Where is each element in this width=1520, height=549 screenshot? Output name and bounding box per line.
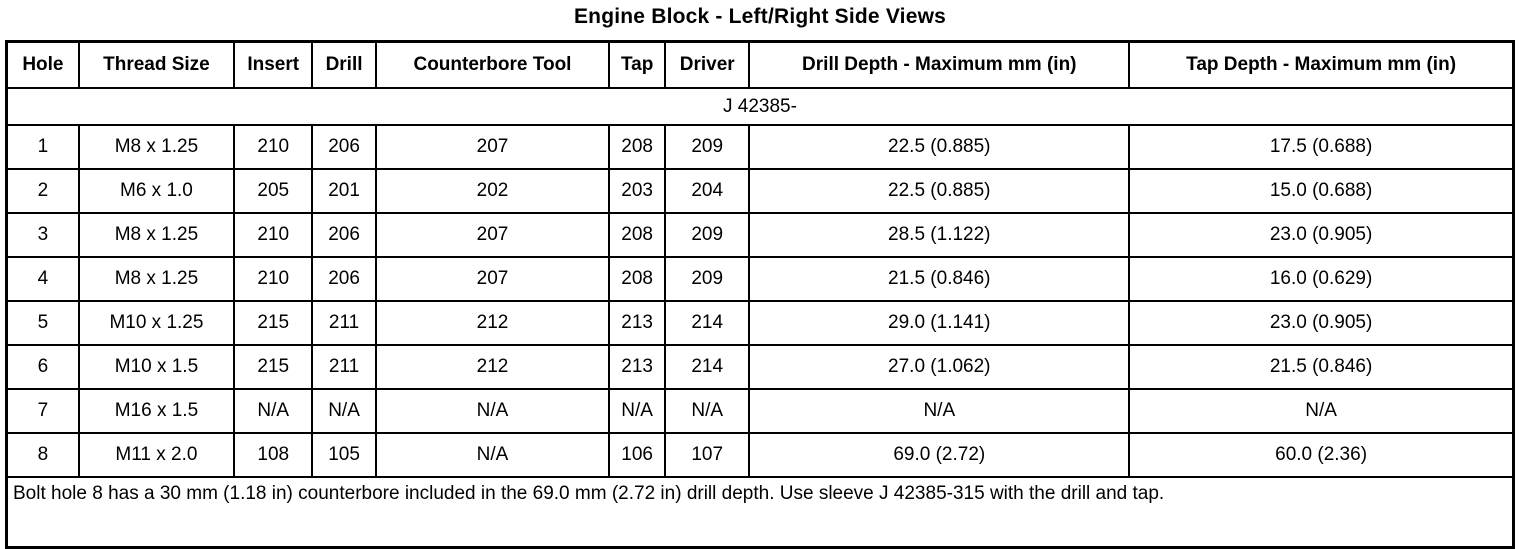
cell-tap: 213	[609, 345, 665, 389]
cell-insert: 210	[234, 213, 312, 257]
cell-counterbore-tool: 202	[376, 169, 610, 213]
cell-drill: 105	[312, 433, 375, 477]
cell-tap-depth: 23.0 (0.905)	[1129, 301, 1513, 345]
cell-drill-depth: 22.5 (0.885)	[749, 125, 1129, 169]
cell-insert: 210	[234, 257, 312, 301]
cell-hole: 5	[7, 301, 79, 345]
cell-tap-depth: 16.0 (0.629)	[1129, 257, 1513, 301]
cell-driver: 209	[665, 213, 749, 257]
cell-drill-depth: 27.0 (1.062)	[749, 345, 1129, 389]
column-header-tap-depth: Tap Depth - Maximum mm (in)	[1129, 42, 1513, 89]
cell-thread-size: M6 x 1.0	[79, 169, 234, 213]
table-title: Engine Block - Left/Right Side Views	[573, 5, 947, 28]
cell-counterbore-tool: N/A	[376, 433, 610, 477]
cell-tap-depth: 15.0 (0.688)	[1129, 169, 1513, 213]
table-row	[7, 213, 1514, 257]
cell-counterbore-tool: N/A	[376, 389, 610, 433]
cell-tap: 208	[609, 125, 665, 169]
tool-group-row	[7, 88, 1514, 125]
table-row	[7, 301, 1514, 345]
cell-driver: 214	[665, 301, 749, 345]
column-header-insert: Insert	[234, 42, 312, 89]
cell-hole: 2	[7, 169, 79, 213]
cell-tap-depth: 17.5 (0.688)	[1129, 125, 1513, 169]
cell-drill: 211	[312, 301, 375, 345]
cell-drill: 206	[312, 257, 375, 301]
cell-drill-depth: 22.5 (0.885)	[749, 169, 1129, 213]
cell-tap-depth: 21.5 (0.846)	[1129, 345, 1513, 389]
cell-tap: 208	[609, 213, 665, 257]
cell-thread-size: M8 x 1.25	[79, 213, 234, 257]
cell-driver: 204	[665, 169, 749, 213]
cell-hole: 1	[7, 125, 79, 169]
cell-driver: N/A	[665, 389, 749, 433]
cell-drill-depth: 28.5 (1.122)	[749, 213, 1129, 257]
cell-hole: 4	[7, 257, 79, 301]
cell-drill: 206	[312, 213, 375, 257]
cell-driver: 209	[665, 257, 749, 301]
footnote-text: Bolt hole 8 has a 30 mm (1.18 in) counterbore included in the 69.0 mm (2.72 in) drill depth. Use sleeve J 42385-315 with the drill and tap.	[7, 477, 1514, 548]
table-row	[7, 345, 1514, 389]
column-header-tap: Tap	[609, 42, 665, 89]
column-header-drill-depth: Drill Depth - Maximum mm (in)	[749, 42, 1129, 89]
cell-insert: 108	[234, 433, 312, 477]
cell-thread-size: M8 x 1.25	[79, 257, 234, 301]
cell-tap-depth: 23.0 (0.905)	[1129, 213, 1513, 257]
cell-drill: 211	[312, 345, 375, 389]
column-header-hole: Hole	[7, 42, 79, 89]
cell-tap-depth: N/A	[1129, 389, 1513, 433]
table-row	[7, 169, 1514, 213]
cell-counterbore-tool: 212	[376, 301, 610, 345]
cell-tap: 203	[609, 169, 665, 213]
cell-drill: 201	[312, 169, 375, 213]
column-header-thread-size: Thread Size	[79, 42, 234, 89]
cell-insert: 215	[234, 301, 312, 345]
footnote-row	[7, 477, 1514, 548]
tool-group-label: J 42385-	[7, 88, 1514, 125]
cell-thread-size: M8 x 1.25	[79, 125, 234, 169]
cell-driver: 107	[665, 433, 749, 477]
cell-counterbore-tool: 207	[376, 125, 610, 169]
column-header-driver: Driver	[665, 42, 749, 89]
table-row	[7, 125, 1514, 169]
cell-counterbore-tool: 207	[376, 213, 610, 257]
engine-block-spec-table	[5, 40, 1515, 549]
cell-driver: 214	[665, 345, 749, 389]
cell-insert: 210	[234, 125, 312, 169]
cell-insert: 215	[234, 345, 312, 389]
cell-counterbore-tool: 207	[376, 257, 610, 301]
cell-tap: 106	[609, 433, 665, 477]
table-row	[7, 433, 1514, 477]
cell-drill-depth: 29.0 (1.141)	[749, 301, 1129, 345]
cell-drill-depth: 69.0 (2.72)	[749, 433, 1129, 477]
cell-drill-depth: N/A	[749, 389, 1129, 433]
cell-thread-size: M10 x 1.25	[79, 301, 234, 345]
cell-hole: 8	[7, 433, 79, 477]
cell-tap: 208	[609, 257, 665, 301]
cell-insert: 205	[234, 169, 312, 213]
cell-hole: 6	[7, 345, 79, 389]
cell-hole: 3	[7, 213, 79, 257]
cell-drill-depth: 21.5 (0.846)	[749, 257, 1129, 301]
table-header-row	[7, 42, 1514, 89]
cell-hole: 7	[7, 389, 79, 433]
cell-counterbore-tool: 212	[376, 345, 610, 389]
cell-tap: N/A	[609, 389, 665, 433]
cell-thread-size: M10 x 1.5	[79, 345, 234, 389]
cell-drill: N/A	[312, 389, 375, 433]
cell-thread-size: M11 x 2.0	[79, 433, 234, 477]
column-header-counterbore-tool: Counterbore Tool	[376, 42, 610, 89]
cell-thread-size: M16 x 1.5	[79, 389, 234, 433]
cell-drill: 206	[312, 125, 375, 169]
cell-insert: N/A	[234, 389, 312, 433]
table-row	[7, 257, 1514, 301]
table-row	[7, 389, 1514, 433]
column-header-drill: Drill	[312, 42, 375, 89]
cell-driver: 209	[665, 125, 749, 169]
cell-tap-depth: 60.0 (2.36)	[1129, 433, 1513, 477]
cell-tap: 213	[609, 301, 665, 345]
